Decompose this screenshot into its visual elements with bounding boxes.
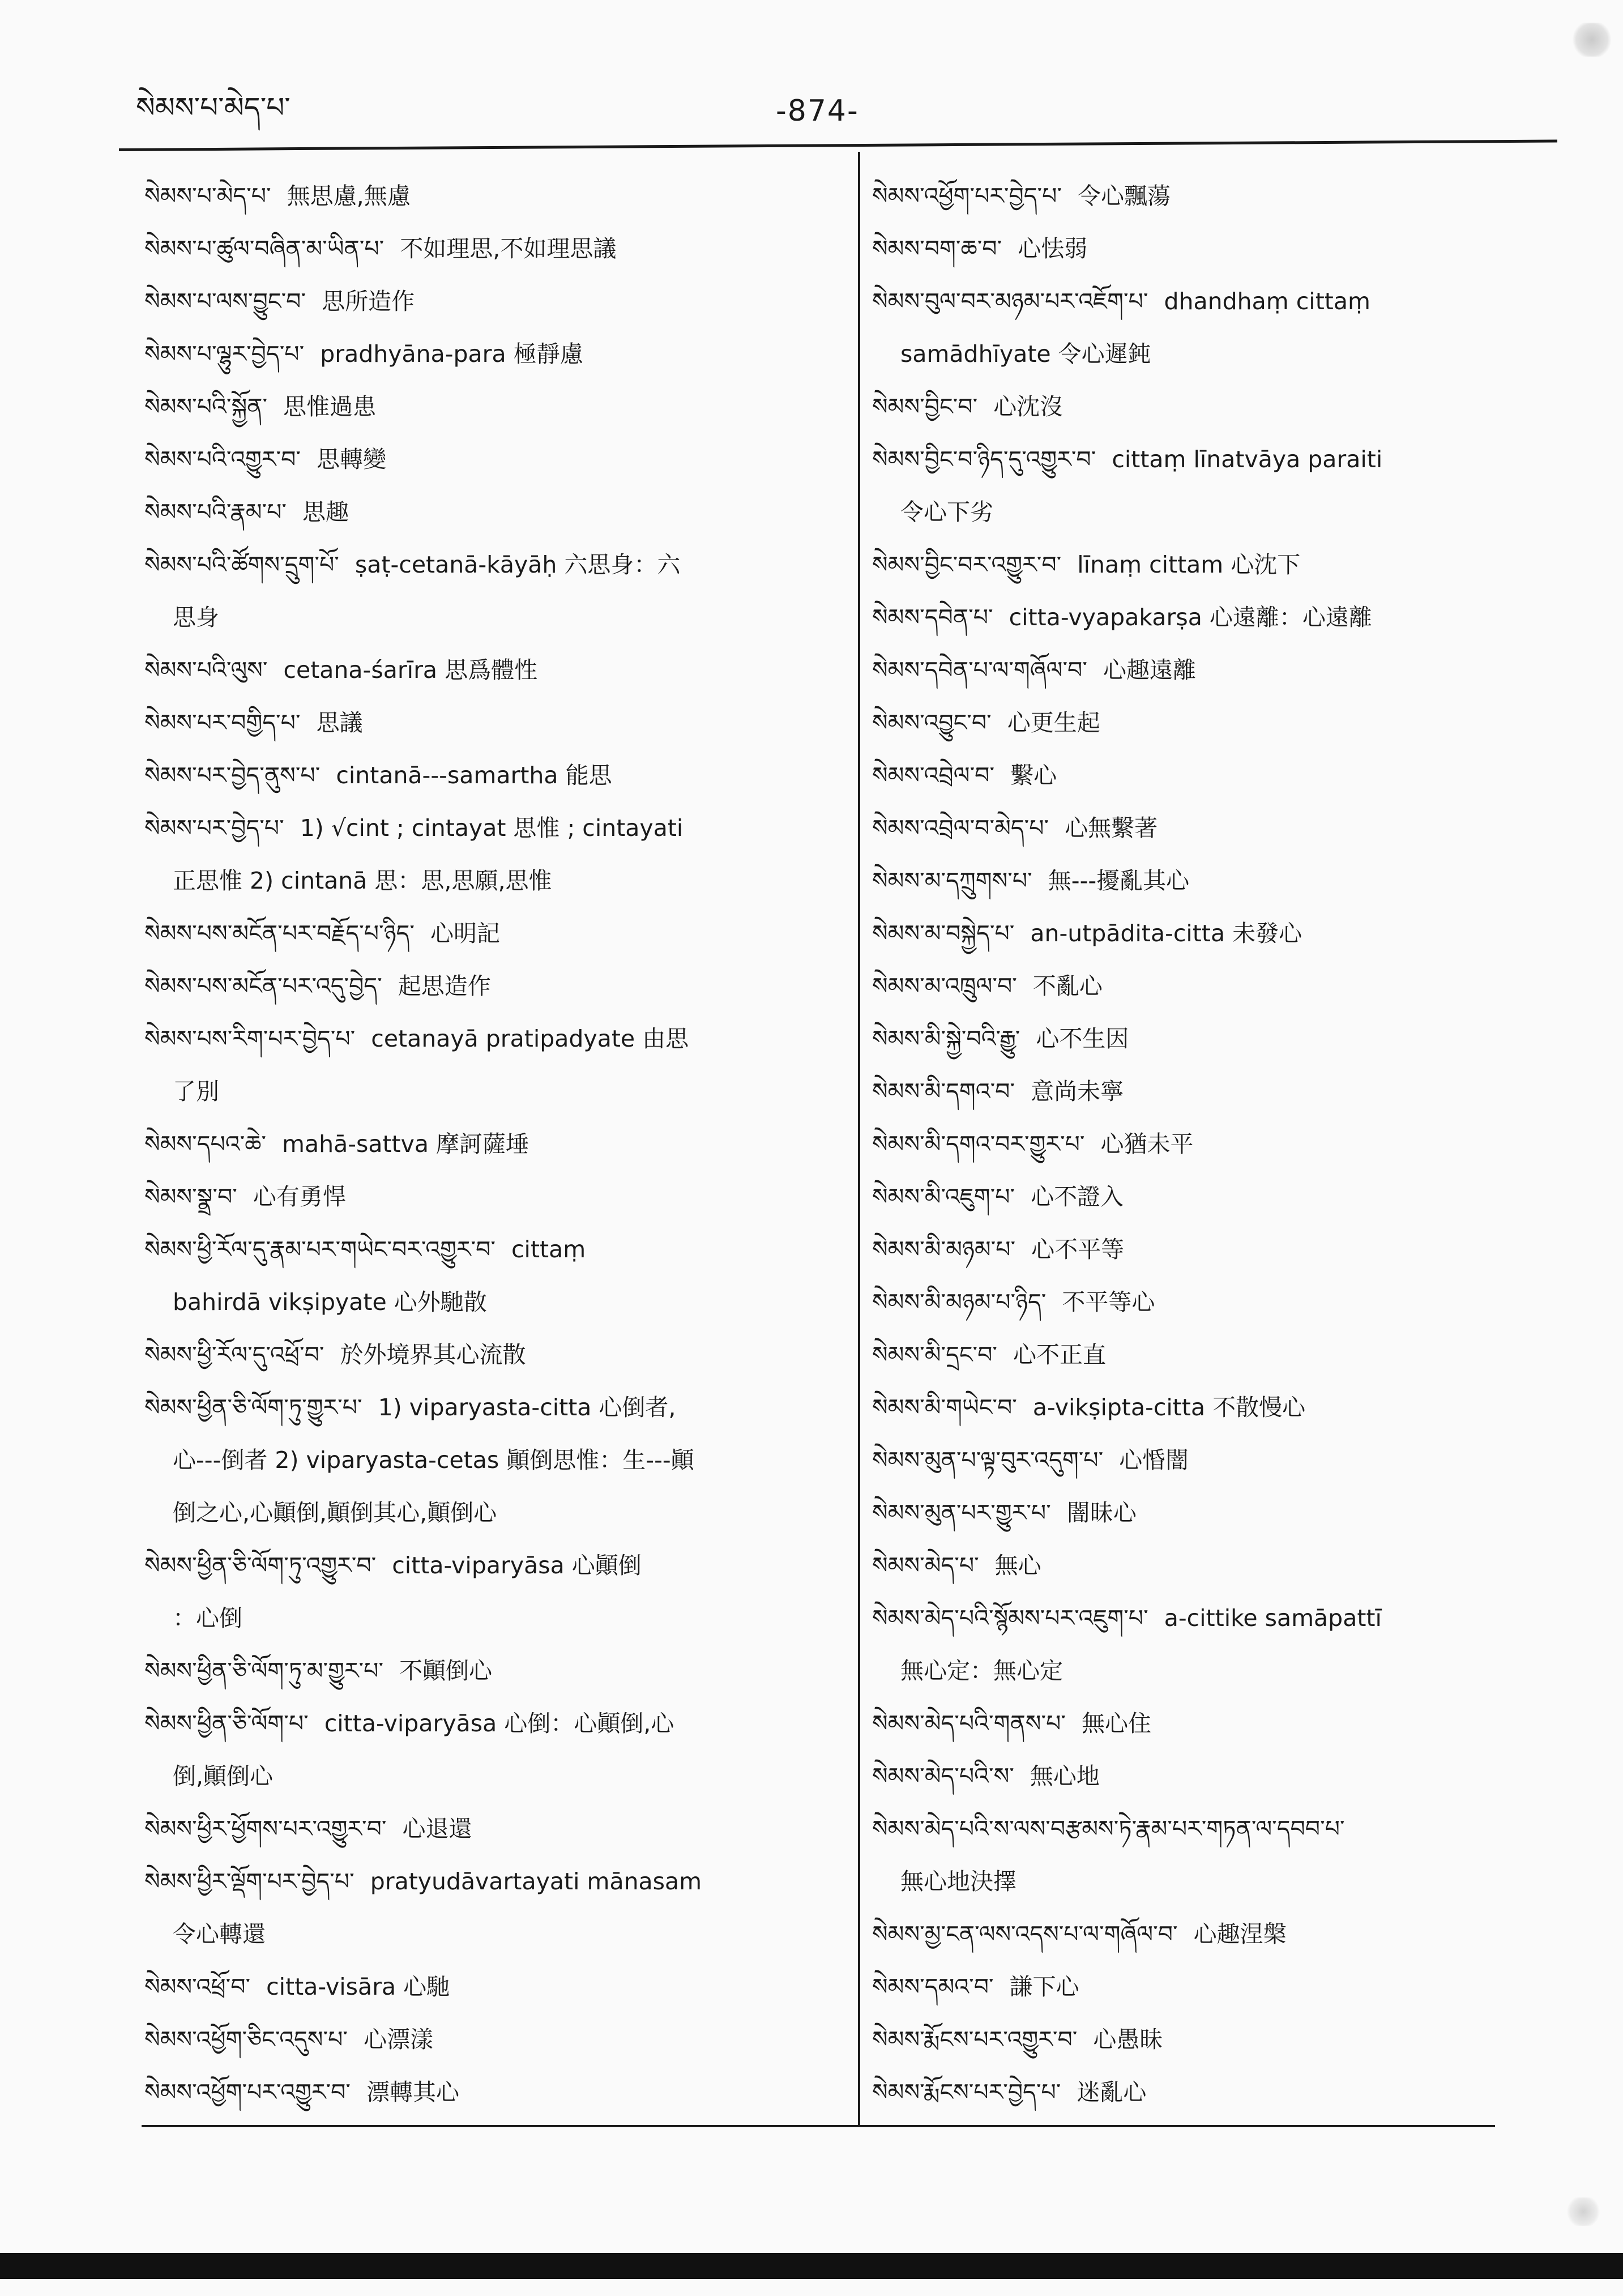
entry-definition: samādhīyate 令心遲鈍	[900, 340, 1151, 368]
entry-definition: cintanā---samartha 能思	[336, 762, 612, 789]
tibetan-headword: སེམས་ཕྱིར་ཕྱོགས་པར་འགྱུར་བ་	[144, 1815, 387, 1842]
tibetan-headword: སེམས་མེད་པའི་ས་ལས་བརྩམས་ཏེ་རྣམ་པར་གཏན་ལ་དབབ་པ་	[872, 1815, 1345, 1842]
entry-definition: 漂轉其心	[366, 2079, 460, 2106]
dictionary-entry	[872, 1329, 1537, 1381]
entry-definition: 不如理思,不如理思議	[400, 235, 617, 262]
header-rule	[119, 139, 1557, 151]
tibetan-headword: སེམས་པར་བྱེད་ནུས་པ་	[144, 762, 321, 789]
tibetan-headword: སེམས་པས་རིག་པར་བྱེད་པ་	[144, 1025, 356, 1052]
scan-corner-mark	[1572, 23, 1612, 57]
tibetan-headword: སེམས་འཕྱོག་ཅིང་འདུས་པ་	[144, 2026, 348, 2053]
tibetan-headword: སེམས་པར་བྱེད་པ་	[144, 814, 284, 842]
dictionary-entry	[144, 960, 824, 1013]
tibetan-headword: སེམས་ཕྱི་རོལ་དུ་འཕྲོ་བ་	[144, 1341, 324, 1368]
entry-definition: 迷亂心	[1077, 2079, 1147, 2106]
dictionary-entry	[144, 697, 824, 749]
dictionary-entry	[144, 1961, 824, 2013]
dictionary-entry	[872, 907, 1537, 960]
tibetan-headword: སེམས་དཔའ་ཆེ་	[144, 1130, 267, 1158]
tibetan-headword: སེམས་མི་གཡེང་བ་	[872, 1394, 1017, 1421]
tibetan-headword: སེམས་མི་དགའ་བ་	[872, 1078, 1015, 1105]
entry-definition: 心沈沒	[993, 393, 1064, 420]
dictionary-entry	[872, 2013, 1537, 2066]
tibetan-headword: སེམས་པའི་ལུས་	[144, 656, 268, 684]
tibetan-headword: སེམས་མི་འཇུག་པ་	[872, 1183, 1015, 1210]
entry-definition: 倒之心,心顚倒,顚倒其心,顚倒心	[173, 1499, 497, 1526]
tibetan-headword: སེམས་པས་མངོན་པར་འདུ་བྱེད་	[144, 972, 382, 1000]
tibetan-headword: སེམས་པས་མངོན་པར་བརྗོད་པ་ཉིད་	[144, 920, 415, 947]
entry-definition: 思議	[316, 709, 363, 736]
tibetan-headword: སེམས་མེད་པའི་སྙོམས་པར་འཇུག་པ་	[872, 1604, 1148, 1632]
tibetan-headword: སེམས་མི་མཉམ་པ་ཉིད་	[872, 1288, 1047, 1316]
dictionary-entry	[144, 1697, 824, 1750]
tibetan-headword: སེམས་མུན་པར་གྱུར་པ་	[872, 1499, 1051, 1526]
entry-continuation	[872, 328, 1537, 381]
dictionary-entry	[144, 802, 824, 855]
entry-definition: līnaṃ cittam 心沈下	[1077, 551, 1301, 578]
entry-definition: 心無繫著	[1065, 814, 1158, 842]
column-divider	[858, 152, 860, 2127]
entry-definition: 令心飄蕩	[1078, 182, 1171, 210]
dictionary-entry	[872, 1961, 1537, 2013]
tibetan-headword: སེམས་འཕྱོག་པར་བྱེད་པ་	[872, 182, 1062, 210]
tibetan-headword: སེམས་འཕྱོག་པར་འགྱུར་བ་	[144, 2079, 351, 2106]
entry-definition: 心惛闇	[1119, 1446, 1189, 1474]
tibetan-headword: སེམས་པ་མེད་པ་	[144, 182, 271, 210]
right-column	[872, 170, 1537, 2119]
dictionary-entry	[144, 433, 824, 486]
entry-continuation	[872, 1855, 1537, 1908]
dictionary-entry	[144, 2013, 824, 2066]
entry-definition: pratyudāvartayati mānasam	[370, 1868, 702, 1895]
entry-definition: 心趣遠離	[1103, 656, 1196, 684]
dictionary-entry	[144, 539, 824, 591]
dictionary-entry	[144, 1381, 824, 1434]
entry-definition: 思趣	[302, 498, 349, 526]
entry-definition: cittaṃ	[511, 1236, 586, 1263]
entry-definition: ：心倒	[173, 1604, 242, 1632]
entry-definition: mahā-sattva 摩訶薩埵	[282, 1130, 529, 1158]
entry-continuation	[144, 1434, 824, 1487]
dictionary-entry	[144, 1118, 824, 1171]
dictionary-entry	[872, 644, 1537, 697]
entry-definition: 心怯弱	[1018, 235, 1088, 262]
tibetan-headword: སེམས་བག་ཆ་བ་	[872, 235, 1002, 262]
tibetan-headword: སེམས་པ་ཚུལ་བཞིན་མ་ཡིན་པ་	[144, 235, 385, 262]
entry-definition: cittaṃ līnatvāya paraiti	[1112, 446, 1383, 473]
entry-definition: cetanayā pratipadyate 由思	[371, 1025, 689, 1052]
dictionary-entry	[144, 644, 824, 697]
tibetan-headword: སེམས་པ་ལྷུར་བྱེད་པ་	[144, 340, 305, 368]
entry-definition: 起思造作	[398, 972, 491, 1000]
dictionary-entry	[872, 749, 1537, 802]
dictionary-entry	[872, 539, 1537, 591]
left-column	[144, 170, 824, 2119]
dictionary-entry	[144, 1539, 824, 1592]
entry-definition: 心更生起	[1007, 709, 1100, 736]
tibetan-headword: སེམས་འབྱུང་བ་	[872, 709, 992, 736]
tibetan-headword: སེམས་ཕྱིར་ལྡོག་པར་བྱེད་པ་	[144, 1868, 355, 1895]
entry-definition: 無心地決擇	[900, 1868, 1016, 1895]
dictionary-entry	[872, 1276, 1537, 1329]
tibetan-headword: སེམས་བྱིང་བ་ཉིད་དུ་འགྱུར་བ་	[872, 446, 1096, 473]
dictionary-entry	[144, 1855, 824, 1908]
scan-edge-bar	[0, 2253, 1623, 2279]
dictionary-entry	[872, 1750, 1537, 1803]
dictionary-entry	[144, 2066, 824, 2119]
entry-definition: 1) viparyasta-citta 心倒者,	[378, 1394, 676, 1421]
tibetan-headword: སེམས་མེད་པའི་ས་	[872, 1762, 1014, 1790]
dictionary-entry	[872, 697, 1537, 749]
entry-continuation	[872, 1645, 1537, 1697]
dictionary-entry	[144, 381, 824, 433]
dictionary-entry	[144, 486, 824, 539]
dictionary-entry	[872, 170, 1537, 223]
tibetan-headword: སེམས་ཕྱིན་ཅི་ལོག་ཏུ་གྱུར་པ་	[144, 1394, 362, 1421]
tibetan-headword: སེམས་མྱ་ངན་ལས་འདས་པ་ལ་གཞོལ་བ་	[872, 1921, 1178, 1948]
entry-continuation	[144, 1276, 824, 1329]
tibetan-headword: སེམས་མ་བསྐྱེད་པ་	[872, 920, 1015, 947]
entry-definition: 無心	[994, 1552, 1041, 1579]
entry-definition: 無---擾亂其心	[1048, 867, 1190, 894]
entry-definition: pradhyāna-para 極靜慮	[320, 340, 583, 368]
entry-definition: 心猶未平	[1100, 1130, 1194, 1158]
entry-definition: 思轉變	[316, 446, 386, 473]
tibetan-headword: སེམས་རྨོངས་པར་བྱེད་པ་	[872, 2079, 1061, 2106]
entry-definition: 無心住	[1081, 1710, 1151, 1737]
tibetan-headword: སེམས་མི་སྐྱེ་བའི་རྒྱུ་	[872, 1025, 1020, 1052]
dictionary-entry	[144, 1223, 824, 1276]
dictionary-entry	[872, 1539, 1537, 1592]
tibetan-headword: སེམས་བྱིང་བར་འགྱུར་བ་	[872, 551, 1062, 578]
entry-definition: 心---倒者 2) viparyasta-cetas 顚倒思惟：生---顚	[173, 1446, 694, 1474]
entry-definition: 心不平等	[1031, 1236, 1125, 1263]
dictionary-entry	[872, 1697, 1537, 1750]
dictionary-entry	[872, 1434, 1537, 1487]
page-number: -874-	[776, 94, 859, 128]
running-head: སེམས་པ་མེད་པ་	[136, 91, 291, 124]
dictionary-entry	[872, 802, 1537, 855]
tibetan-headword: སེམས་མེད་པའི་གནས་པ་	[872, 1710, 1066, 1737]
entry-definition: 心不正直	[1013, 1341, 1107, 1368]
tibetan-headword: སེམས་མ་དཀྲུགས་པ་	[872, 867, 1032, 894]
entry-definition: 心退還	[402, 1815, 472, 1842]
entry-definition: 心趣涅槃	[1193, 1921, 1287, 1948]
entry-definition: 無思慮,無慮	[287, 182, 411, 210]
tibetan-headword: སེམས་དབེན་པ་	[872, 604, 993, 631]
dictionary-entry	[872, 1908, 1537, 1961]
entry-definition: a-cittike samāpattī	[1164, 1604, 1382, 1632]
dictionary-entry	[144, 328, 824, 381]
dictionary-entry	[872, 1118, 1537, 1171]
tibetan-headword: སེམས་འབྲེལ་བ་	[872, 762, 995, 789]
entry-definition: 1) √cint ; cintayat 思惟 ; cintayati	[300, 814, 684, 842]
tibetan-headword: སེམས་མི་དྲང་བ་	[872, 1341, 998, 1368]
entry-definition: an-utpādita-citta 未發心	[1030, 920, 1302, 947]
entry-continuation	[144, 1487, 824, 1539]
entry-definition: 不平等心	[1062, 1288, 1155, 1316]
dictionary-entry	[144, 749, 824, 802]
dictionary-entry	[872, 591, 1537, 644]
tibetan-headword: སེམས་དམའ་བ་	[872, 1973, 994, 2000]
entry-definition: 闇昧心	[1066, 1499, 1137, 1526]
dictionary-entry	[872, 1803, 1537, 1855]
dictionary-entry	[144, 223, 824, 275]
tibetan-headword: སེམས་ཕྱིན་ཅི་ལོག་ཏུ་མ་གྱུར་པ་	[144, 1657, 384, 1684]
entry-definition: citta-visāra 心馳	[266, 1973, 450, 2000]
tibetan-headword: སེམས་པར་བགྱིད་པ་	[144, 709, 301, 736]
dictionary-entry	[872, 1013, 1537, 1065]
entry-definition: 了別	[173, 1078, 219, 1105]
tibetan-headword: སེམས་འཕྲོ་བ་	[144, 1973, 251, 2000]
dictionary-entry	[872, 275, 1537, 328]
entry-definition: citta-viparyāsa 心倒：心顚倒,心	[324, 1710, 674, 1737]
tibetan-headword: སེམས་མ་འཁྲུལ་བ་	[872, 972, 1017, 1000]
dictionary-entry	[144, 907, 824, 960]
dictionary-entry	[872, 1171, 1537, 1223]
entry-definition: 心漂漾	[363, 2026, 433, 2053]
entry-continuation	[144, 1750, 824, 1803]
entry-definition: 無心地	[1030, 1762, 1100, 1790]
entry-definition: ṣaṭ-cetanā-kāyāḥ 六思身：六	[355, 551, 681, 578]
entry-continuation	[144, 1592, 824, 1645]
tibetan-headword: སེམས་དབེན་པ་ལ་གཞོལ་བ་	[872, 656, 1087, 684]
dictionary-entry	[872, 855, 1537, 907]
entry-continuation	[144, 855, 824, 907]
entry-definition: 倒,顚倒心	[173, 1762, 274, 1790]
dictionary-entry	[144, 1171, 824, 1223]
entry-definition: 令心下劣	[900, 498, 993, 526]
dictionary-entry	[872, 1223, 1537, 1276]
tibetan-headword: སེམས་ཕྱིན་ཅི་ལོག་པ་	[144, 1710, 309, 1737]
entry-definition: 思所造作	[322, 288, 415, 315]
tibetan-headword: སེམས་མི་མཉམ་པ་	[872, 1236, 1016, 1263]
dictionary-entry	[872, 2066, 1537, 2119]
dictionary-entry	[144, 275, 824, 328]
entry-definition: 繫心	[1010, 762, 1057, 789]
dictionary-entry	[144, 1329, 824, 1381]
tibetan-headword: སེམས་པའི་ཚོགས་དྲུག་པོ་	[144, 551, 339, 578]
entry-definition: bahirdā vikṣipyate 心外馳散	[173, 1288, 487, 1316]
scan-corner-mark-bottom	[1566, 2197, 1600, 2226]
tibetan-headword: སེམས་འབྲེལ་བ་མེད་པ་	[872, 814, 1049, 842]
dictionary-entry	[872, 433, 1537, 486]
entry-definition: 心不生因	[1036, 1025, 1129, 1052]
entry-continuation	[144, 591, 824, 644]
entry-definition: 心明記	[430, 920, 500, 947]
entry-definition: 於外境界其心流散	[340, 1341, 526, 1368]
entry-definition: 心愚昧	[1093, 2026, 1163, 2053]
footer-rule	[142, 2125, 1495, 2127]
entry-definition: 不亂心	[1032, 972, 1103, 1000]
dictionary-entry	[872, 960, 1537, 1013]
tibetan-headword: སེམས་རྨོངས་པར་འགྱུར་བ་	[872, 2026, 1078, 2053]
tibetan-headword: སེམས་པ་ལས་བྱུང་བ་	[144, 288, 306, 315]
tibetan-headword: སེམས་བྱིང་བ་	[872, 393, 978, 420]
dictionary-entry	[872, 1487, 1537, 1539]
entry-continuation	[872, 486, 1537, 539]
tibetan-headword: སེམས་མི་དགའ་བར་གྱུར་པ་	[872, 1130, 1085, 1158]
tibetan-headword: སེམས་པའི་སྐྱོན་	[144, 393, 268, 420]
entry-definition: 意尚未寧	[1031, 1078, 1124, 1105]
entry-definition: 無心定：無心定	[900, 1657, 1063, 1684]
entry-continuation	[144, 1908, 824, 1961]
dictionary-entry	[872, 1381, 1537, 1434]
tibetan-headword: སེམས་ཕྱི་རོལ་དུ་རྣམ་པར་གཡེང་བར་འགྱུར་བ་	[144, 1236, 496, 1263]
tibetan-headword: སེམས་སྣྲ་བ་	[144, 1183, 237, 1210]
dictionary-entry	[872, 1065, 1537, 1118]
entry-definition: 思身	[173, 604, 219, 631]
dictionary-entry	[872, 381, 1537, 433]
tibetan-headword: སེམས་པའི་རྣམ་པ་	[144, 498, 287, 526]
tibetan-headword: སེམས་མེད་པ་	[872, 1552, 979, 1579]
entry-definition: cetana-śarīra 思爲體性	[283, 656, 538, 684]
dictionary-entry	[872, 223, 1537, 275]
entry-continuation	[144, 1065, 824, 1118]
dictionary-entry	[872, 1592, 1537, 1645]
tibetan-headword: སེམས་མུན་པ་ལྟ་བུར་འདུག་པ་	[872, 1446, 1104, 1474]
entry-definition: a-vikṣipta-citta 不散慢心	[1032, 1394, 1306, 1421]
dictionary-entry	[144, 1645, 824, 1697]
entry-definition: 謙下心	[1009, 1973, 1079, 2000]
entry-definition: citta-viparyāsa 心顚倒	[392, 1552, 642, 1579]
entry-definition: citta-vyapakarṣa 心遠離：心遠離	[1009, 604, 1372, 631]
tibetan-headword: སེམས་པའི་འགྱུར་བ་	[144, 446, 301, 473]
entry-definition: 正思惟 2) cintanā 思：思,思願,思惟	[173, 867, 552, 894]
entry-definition: 令心轉還	[173, 1921, 266, 1948]
entry-definition: dhandhaṃ cittaṃ	[1164, 288, 1370, 315]
entry-definition: 心有勇悍	[253, 1183, 346, 1210]
tibetan-headword: སེམས་བུལ་བར་མཉམ་པར་འཇོག་པ་	[872, 288, 1148, 315]
tibetan-headword: སེམས་ཕྱིན་ཅི་ལོག་ཏུ་འགྱུར་བ་	[144, 1552, 377, 1579]
dictionary-entry	[144, 170, 824, 223]
entry-definition: 心不證入	[1031, 1183, 1124, 1210]
dictionary-entry	[144, 1013, 824, 1065]
entry-definition: 不顚倒心	[399, 1657, 493, 1684]
entry-definition: 思惟過患	[283, 393, 377, 420]
dictionary-entry	[144, 1803, 824, 1855]
